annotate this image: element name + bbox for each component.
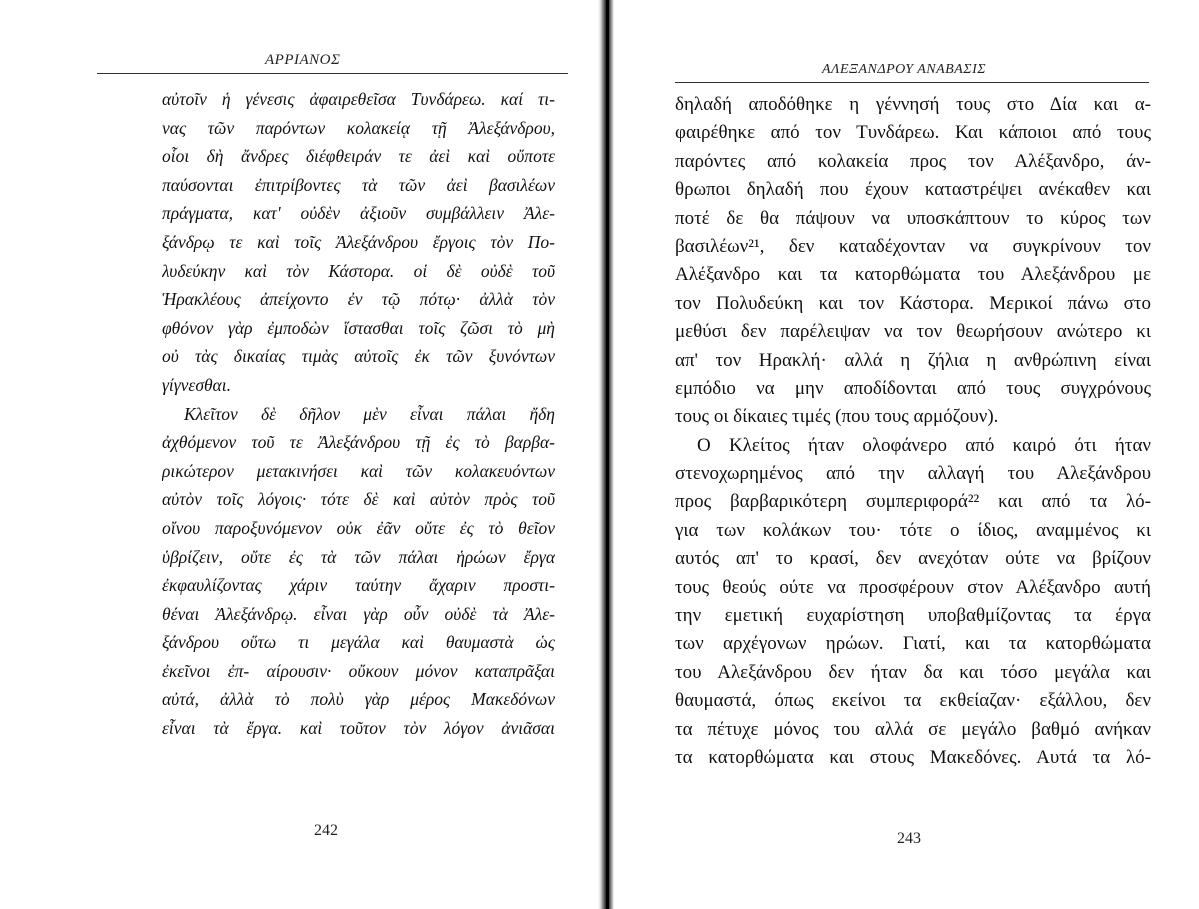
text-line: ὑβρίζειν, οὔτε ἐς τὰ τῶν πάλαι ἡρώων ἔργα: [162, 546, 555, 567]
text-line: οἷοι δὴ ἄνδρες διέφθειράν τε ἀεὶ καὶ οὔποτε: [162, 146, 555, 167]
text-line: Ο Κλείτος ήταν ολοφάνερο από καιρό ότι ήταν: [697, 434, 1151, 456]
text-line: Αλέξανδρο και τα κατορθώματα του Αλεξάνδρου με: [675, 264, 1151, 286]
gutter-line: [606, 0, 609, 909]
text-line: εἶναι τὰ ἔργα. καὶ τοῦτον τὸν λόγον ἀνιᾶσαι: [162, 718, 555, 739]
right-body-text: [675, 91, 1151, 772]
text-line: αὐτοῖν ἡ γένεσις ἀφαιρεθεῖσα Τυνδάρεω. καί τι-: [162, 89, 555, 109]
text-line: ξάνδρου οὕτω τι μεγάλα καὶ θαυμαστὰ ὡς: [162, 632, 555, 653]
text-line: γίγνεσθαι.: [162, 374, 231, 395]
text-line: ξάνδρῳ τε καὶ τοῖς Ἀλεξάνδρου ἔργοις τὸν Πο-: [162, 231, 555, 252]
text-line: δηλαδή αποδόθηκε η γέννησή τους στο Δία και α-: [675, 94, 1151, 115]
text-line: προς βαρβαρικότερη συμπεριφορά²² και από τα λό-: [675, 491, 1151, 513]
text-line: τα κατορθώματα και στους Μακεδόνες. Αυτά τα λό-: [675, 746, 1151, 768]
text-line: βασιλέων²¹, δεν καταδέχονταν να συγκρίνουν τον: [675, 235, 1151, 257]
text-line: αὐτὸν τοῖς λόγοις· τότε δὲ καὶ αὐτὸν πρὸς τοῦ: [162, 489, 555, 510]
text-line: θέναι Ἀλεξάνδρῳ. εἶναι γὰρ οὖν οὐδὲ τὰ Ἀλε-: [162, 603, 555, 624]
left-body-text: [162, 85, 555, 743]
text-line: αὐτά, ἀλλὰ τὸ πολὺ γὰρ μέρος Μακεδόνων: [162, 689, 555, 710]
text-line: οἴνου παροξυνόμενον οὐκ ἐᾶν οὔτε ἐς τὸ θεῖον: [162, 517, 555, 538]
text-line: παύσονται ἐπιτρίβοντες τὰ τῶν ἀεὶ βασιλέων: [162, 174, 555, 195]
text-line: αυτός απ' το κρασί, δεν ανεχόταν ούτε να βρίζουν: [675, 548, 1151, 570]
text-line: οὐ τὰς δικαίας τιμὰς αὐτοῖς ἐκ τῶν ξυνόντων: [162, 346, 555, 367]
text-line: των αρχέγονων ηρώων. Γιατί, και τα κατορθώματα: [675, 633, 1151, 655]
text-line: για των κολάκων του· τότε ο ίδιος, αναμμένος κι: [675, 519, 1151, 541]
text-line: την εμετική ευχαρίστηση υποβαθμίζοντας τα έργα: [675, 605, 1151, 627]
left-running-head: ΑΡΡΙΑΝΟΣ: [265, 52, 341, 68]
text-line: θαυμαστά, όπως εκείνοι τα εκθείαζαν· εξάλλου, δεν: [675, 690, 1151, 712]
text-line: φαιρέθηκε από τον Τυνδάρεω. Και κάποιοι από τους: [675, 122, 1151, 144]
text-line: παρόντες από κολακεία προς τον Αλέξανδρο, άν-: [675, 150, 1151, 172]
text-line: ποτέ δε θα πάψουν να υποσκάπτουν το κύρος των: [675, 207, 1151, 229]
right-page-number: 243: [897, 830, 921, 847]
text-line: ἐκεῖνοι ἐπ- αίρουσιν· οὔκουν μόνον καταπρᾶξαι: [162, 660, 555, 681]
text-line: θρωποι δηλαδή που έχουν καταστρέψει ανέκαθεν και: [675, 179, 1151, 201]
text-line: ἐκφαυλίζοντας χάριν ταύτην ἄχαριν προστι-: [162, 575, 555, 596]
right-header-rule: [675, 82, 1149, 83]
text-line: μεθύσι δεν παρέλειψαν να τον θεωρήσουν ανώτερο κι: [675, 321, 1151, 343]
text-line: λυδεύκην καὶ τὸν Κάστορα. οἱ δὲ οὐδὲ τοῦ: [162, 260, 555, 281]
text-line: στενοχωρημένος από την αλλαγή του Αλεξάνδρου: [675, 463, 1151, 485]
text-line: νας τῶν παρόντων κολακείᾳ τῇ Ἀλεξάνδρου,: [162, 117, 555, 138]
right-running-head: ΑΛΕΞΑΝΔΡΟΥ ΑΝΑΒΑΣΙΣ: [822, 62, 987, 77]
text-line: Κλεῖτον δὲ δῆλον μὲν εἶναι πάλαι ἤδη: [184, 403, 555, 424]
text-line: εμπόδιο να μην αποδίδονται από τους συγχρόνους: [675, 377, 1151, 399]
text-line: ἀχθόμενον τοῦ τε Ἀλεξάνδρου τῇ ἐς τὸ βαρβα-: [162, 432, 555, 453]
text-line: τα πέτυχε μόνος του αλλά σε μεγάλο βαθμό ανήκαν: [675, 718, 1151, 740]
text-line: Ἡρακλέους ἀπείχοντο ἐν τῷ πότῳ· ἀλλὰ τὸν: [162, 289, 555, 310]
left-header-rule: [97, 73, 568, 74]
text-line: του Αλεξάνδρου δεν ήταν δα και τόσο μεγάλα και: [675, 661, 1151, 683]
text-line: τον Πολυδεύκη και τον Κάστορα. Μερικοί πάνω στο: [675, 292, 1151, 314]
text-line: τους οι δίκαιες τιμές (που τους αρμόζουν).: [675, 406, 999, 428]
right-page: [612, 0, 1199, 909]
text-line: ρικώτερον μετακινήσει καὶ τῶν κολακευόντων: [162, 460, 555, 481]
text-line: τους θεούς ούτε να προσφέρουν στον Αλέξανδρο αυτή: [675, 576, 1151, 598]
left-page-number: 242: [314, 822, 338, 839]
text-line: απ' τον Ηρακλή· αλλά η ζήλια η ανθρώπινη είναι: [675, 349, 1151, 371]
text-line: φθόνον γὰρ ἐμποδὼν ἵστασθαι τοῖς ζῶσι τὸ μὴ: [162, 317, 555, 338]
text-line: πράγματα, κατ' οὐδὲν ἀξιοῦν συμβάλλειν Ἀλε-: [162, 203, 555, 224]
